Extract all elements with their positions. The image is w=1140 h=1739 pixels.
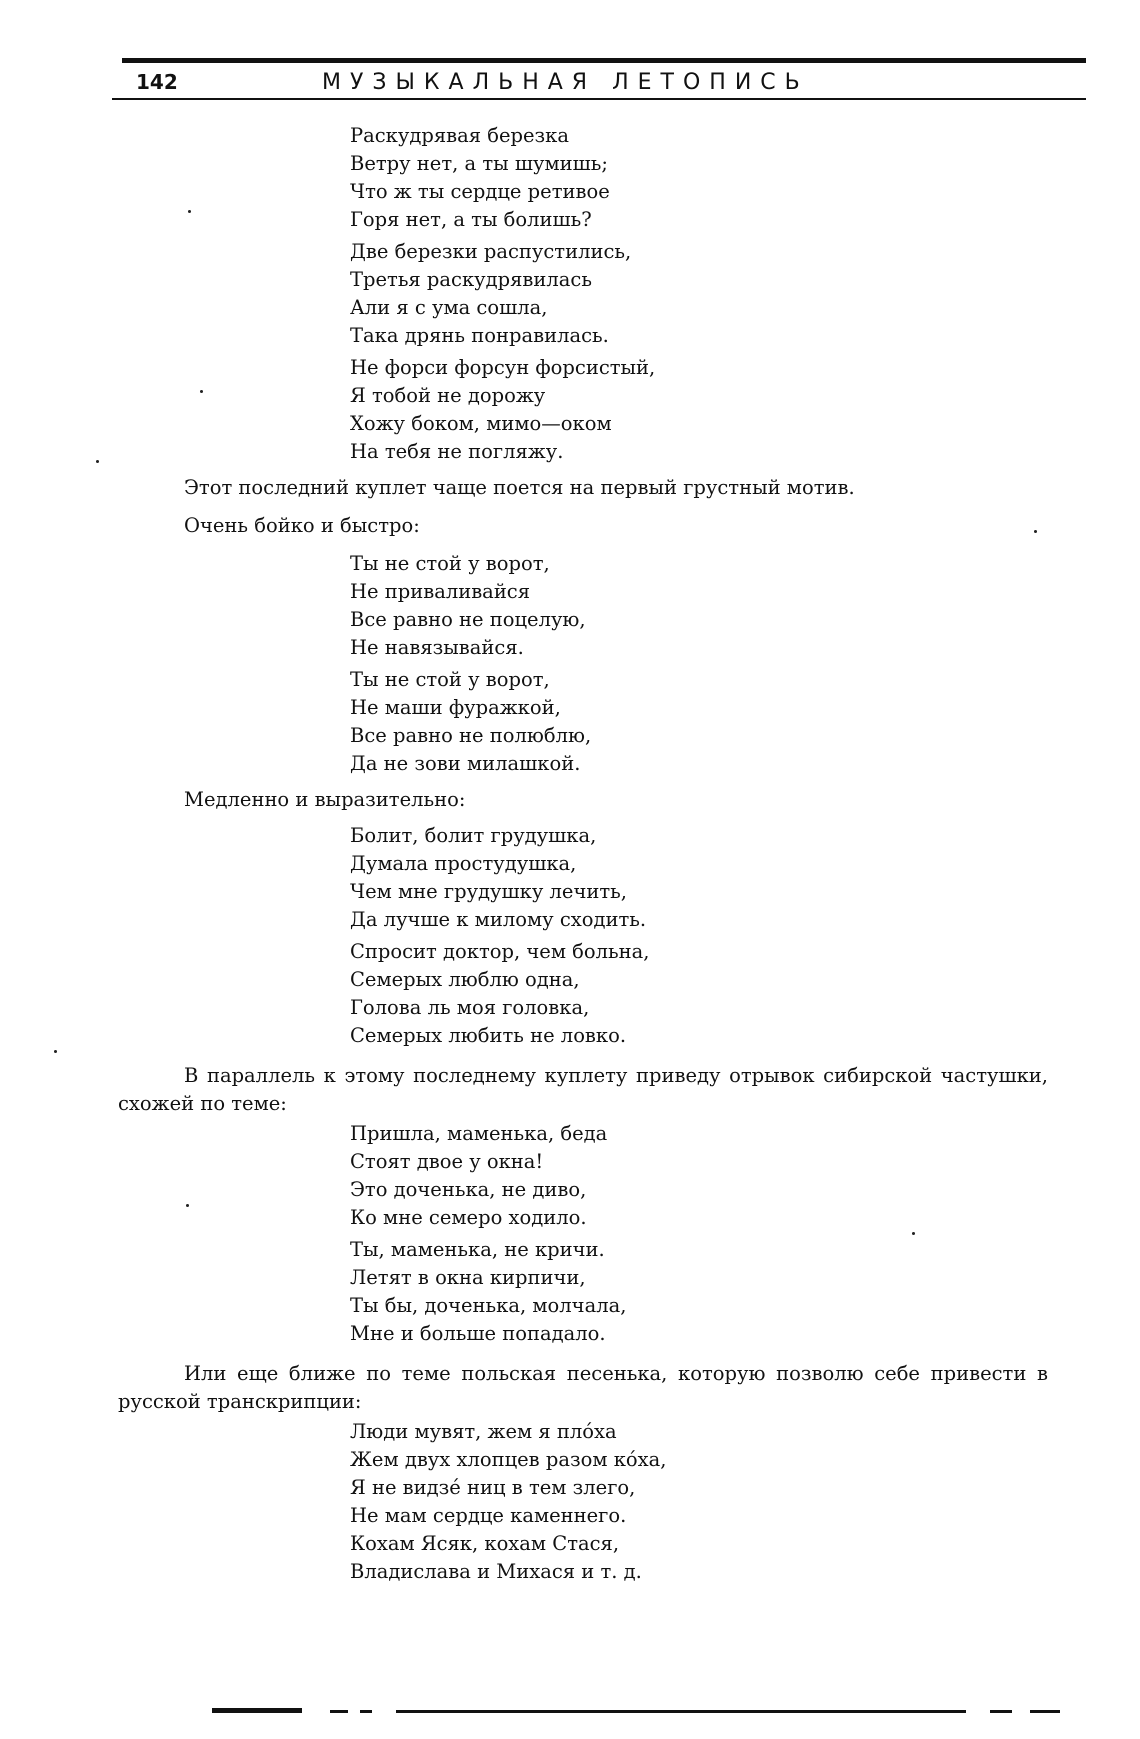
verse-line: Все равно не полюблю,: [350, 724, 592, 747]
verse-line: Не мам сердце каменнего.: [350, 1504, 627, 1527]
verse-line: Думала простудушка,: [350, 852, 577, 875]
footer-rule-segment: [360, 1710, 372, 1713]
verse-line: Что ж ты сердце ретивое: [350, 180, 610, 203]
paragraph-siberian: В параллель к этому последнему куплету приведу отрывок сибирской частушки, схожей по теме:: [118, 1064, 1048, 1115]
verse-line: Ты не стой у ворот,: [350, 552, 550, 575]
scan-speck: [96, 460, 99, 463]
verse-line: Семерых любить не ловко.: [350, 1024, 627, 1047]
verse-line: Не маши фуражкой,: [350, 696, 561, 719]
verse-line: Кохам Ясяк, кохам Стася,: [350, 1532, 620, 1555]
verse-line: Да не зови милашкой.: [350, 752, 581, 775]
verse-line: Чем мне грудушку лечить,: [350, 880, 627, 903]
scan-speck: [912, 1232, 915, 1235]
verse-line: Я не видзé ниц в тем злего,: [350, 1476, 636, 1499]
stanza-2: [350, 238, 631, 350]
verse-line: Ты, маменька, не кричи.: [350, 1238, 605, 1261]
verse-line: На тебя не погляжу.: [350, 440, 564, 463]
page-number: 142: [136, 70, 178, 94]
footer-rule-segment: [212, 1708, 302, 1713]
verse-line: Да лучше к милому сходить.: [350, 908, 647, 931]
verse-line: Все равно не поцелую,: [350, 608, 586, 631]
verse-line: Раскудрявая березка: [350, 124, 569, 147]
scan-speck: [186, 1204, 189, 1207]
stanza-3: [350, 354, 655, 466]
verse-line: Мне и больше попадало.: [350, 1322, 606, 1345]
verse-line: Я тобой не дорожу: [350, 384, 546, 407]
verse-line: Горя нет, а ты болишь?: [350, 208, 592, 231]
page-header: [112, 68, 1086, 98]
footer-rule-segment: [1030, 1710, 1060, 1713]
stanza-9: [350, 1236, 626, 1348]
top-rule: [122, 58, 1086, 63]
verse-line: Семерых люблю одна,: [350, 968, 580, 991]
verse-line: Ветру нет, а ты шумишь;: [350, 152, 608, 175]
stanza-6: [350, 822, 646, 934]
verse-line: Хожу боком, мимо—оком: [350, 412, 612, 435]
verse-line: Голова ль моя головка,: [350, 996, 590, 1019]
stanza-8: [350, 1120, 607, 1232]
footer-rule-segment: [330, 1710, 348, 1713]
header-rule: [112, 98, 1086, 100]
stanza-4: [350, 550, 586, 662]
paragraph-polish: Или еще ближе по теме польская песенька, которую позволю себе привести в русской транскрипции:: [118, 1362, 1048, 1413]
scan-speck: [54, 1050, 57, 1053]
stanza-5: [350, 666, 591, 778]
stanza-7: [350, 938, 650, 1050]
verse-line: Это доченька, не диво,: [350, 1178, 587, 1201]
verse-line: Третья раскудрявилась: [350, 268, 592, 291]
verse-line: Пришла, маменька, беда: [350, 1122, 608, 1145]
stanza-1: [350, 122, 610, 234]
verse-line: Али я с ума сошла,: [350, 296, 548, 319]
verse-line: Стоят двое у окна!: [350, 1150, 544, 1173]
verse-line: Ко мне семеро ходило.: [350, 1206, 587, 1229]
footer-rule-segment: [396, 1710, 966, 1713]
footer-rule-segment: [990, 1710, 1012, 1713]
performance-note: Этот последний куплет чаще поется на первый грустный мотив.: [184, 476, 855, 499]
verse-line: Летят в окна кирпичи,: [350, 1266, 586, 1289]
verse-line: Така дрянь понравилась.: [350, 324, 609, 347]
verse-line: Люди мувят, жем я плóха: [350, 1420, 617, 1443]
verse-line: Не приваливайся: [350, 580, 531, 603]
verse-line: Спросит доктор, чем больна,: [350, 940, 650, 963]
scan-speck: [200, 390, 203, 393]
verse-line: Владислава и Михася и т. д.: [350, 1560, 642, 1583]
verse-line: Ты не стой у ворот,: [350, 668, 550, 691]
running-title: МУЗЫКАЛЬНАЯ ЛЕТОПИСЬ: [322, 70, 809, 95]
verse-line: Не навязывайся.: [350, 636, 524, 659]
tempo-direction-1: Очень бойко и быстро:: [184, 514, 420, 537]
verse-line: Жем двух хлопцев разом кóха,: [350, 1448, 667, 1471]
scan-speck: [1034, 530, 1037, 533]
stanza-10: [350, 1418, 666, 1586]
verse-line: Ты бы, доченька, молчала,: [350, 1294, 627, 1317]
verse-line: Не форси форсун форсистый,: [350, 356, 656, 379]
verse-line: Болит, болит грудушка,: [350, 824, 597, 847]
verse-line: Две березки распустились,: [350, 240, 632, 263]
tempo-direction-2: Медленно и выразительно:: [184, 788, 466, 811]
scan-speck: [188, 210, 191, 213]
